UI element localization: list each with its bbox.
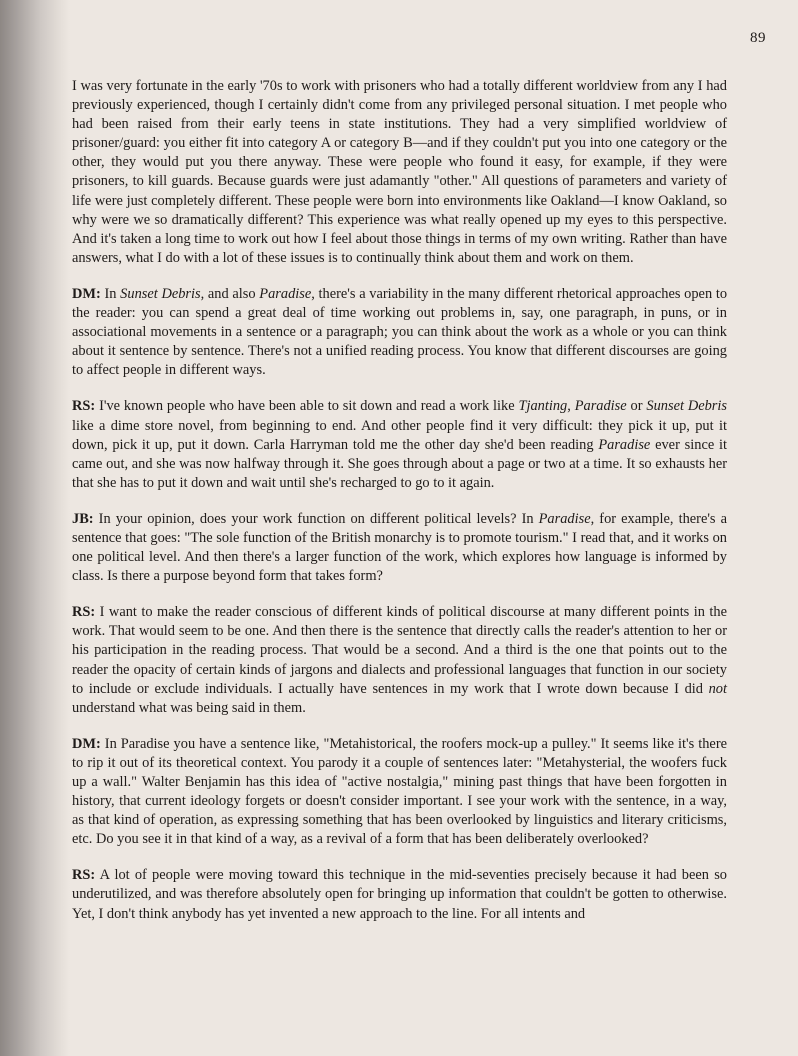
speaker-label: JB: [72,510,94,527]
paragraph-text: In [100,285,121,302]
paragraph-text: I was very fortunate in the early '70s to work with prisoners who had a totally different worldview from any I had previously experienced, though I certainly didn't come from any privileged personal situation. I met people who had been raised from their early teens in state institutions. They had a very simplified worldview of prisoner/guard: you either fit into category A or category B—and if they couldn't put you into one category or the other, they would put you there anyway. These were people who found it easy, for example, if they were prisoners, to kill guards. Because guards were just adamantly "other." All questions of parameters and variety of life were just completely different. These people were born into environments like Oakland—I know Oakland, so why were we so dramatically different? This experience was what really opened up my eyes to this perspective. And it's taken a long time to work out how I feel about those things in terms of my own writing. Rather than have answers, what I do with a lot of these issues is to continually think about them and work on them. [72,78,727,266]
paragraph-3 [72,397,727,492]
paragraph-1 [72,77,727,268]
paragraph-2 [72,285,727,380]
paragraph-text: I've known people who have been able to sit down and read a work like [95,398,519,415]
title-italic: Paradise [574,398,627,415]
paragraph-text: like a dime store novel, from beginning to end. And other people find it very difficult: they pick it up, put it down, pick it up, put it down. Carla Harryman told me the other day she'd been reading [72,417,727,453]
binding-shadow [0,0,70,1056]
title-italic: Sunset Debris [120,285,201,302]
title-italic: Paradise [598,436,651,453]
paragraph-text: I want to make the reader conscious of different kinds of political discourse at many different points in the work. That would seem to be one. And then there is the sentence that directly calls the reader's attention to her or his participation in the reading process. That would be a second. And a third is the one that points out to the reader the opacity of certain kinds of jargons and dialects and professional languages that function in our society to include or exclude individuals. I actually have sentences in my work that I wrote down because I did [72,604,727,697]
paragraph-text: ever since it came out, and she was now halfway through it. She goes through about a page or two at a time. It so exhausts her that she has to put it down and wait until she's recharged to go to it again. [72,436,727,491]
paragraph-text: A lot of people were moving toward this technique in the mid-seventies precisely because it had been so underutilized, and was therefore absolutely open for bringing up information that couldn't be gotten to otherwise. Yet, I don't think anybody has yet invented a new approach to the line. For all intents and [72,867,727,922]
page-body [72,77,727,941]
paragraph-text: or [626,398,647,415]
page-number: 89 [750,30,766,46]
speaker-label: RS: [72,604,96,621]
speaker-label: DM: [72,735,101,752]
emphasis-italic: not [708,680,727,697]
paragraph-text: understand what was being said in them. [72,699,306,716]
paragraph-text: , there's a variability in the many different rhetorical approaches open to the reader: you can spend a great deal of time working out problems in, say, one paragraph, in puns, or in associational movements in a sentence or a paragraph; you can think about the work as a whole or you can think about it sentence by sentence. There's not a unified reading process. You know that different discourses are going to affect people in different ways. [72,285,728,379]
title-italic: Sunset Debris [646,398,727,415]
paragraph-text: , and also [200,285,260,302]
paragraph-text: In your opinion, does your work function on different political levels? In [93,510,539,527]
paragraph-7 [72,866,727,923]
speaker-label: RS: [72,398,96,415]
title-italic: Tjanting [518,398,568,415]
paragraph-text: , [567,398,575,415]
paragraph-5 [72,603,727,718]
paragraph-4 [72,510,727,586]
paragraph-text: In Paradise you have a sentence like, "Metahistorical, the roofers mock-up a pulley." It seems like it's there to rip it out of its theoretical context. You parody it a couple of sentences later: "Metahysterial, the woofers fuck up a wall." Walter Benjamin has this idea of "active nostalgia," mining past things that have been forgotten in history, that current ideology forgets or doesn't consider important. I see your work with the sentence, in a way, as that kind of operation, as expressing something that has been overlooked by linguistics and literary criticisms, etc. Do you see it in that kind of a way, as a revival of a form that has been deliberately overlooked? [72,735,727,848]
paragraph-6 [72,735,727,850]
speaker-label: RS: [72,867,96,884]
title-italic: Paradise [259,285,312,302]
paragraph-text: , for example, there's a sentence that goes: "The sole function of the British monarchy is to promote tourism." I read that, and it works on one political level. And then there's a larger function of the work, which explores how language is informed by class. Is there a purpose beyond form that takes form? [72,510,727,585]
speaker-label: DM: [72,285,101,302]
title-italic: Paradise [538,510,591,527]
